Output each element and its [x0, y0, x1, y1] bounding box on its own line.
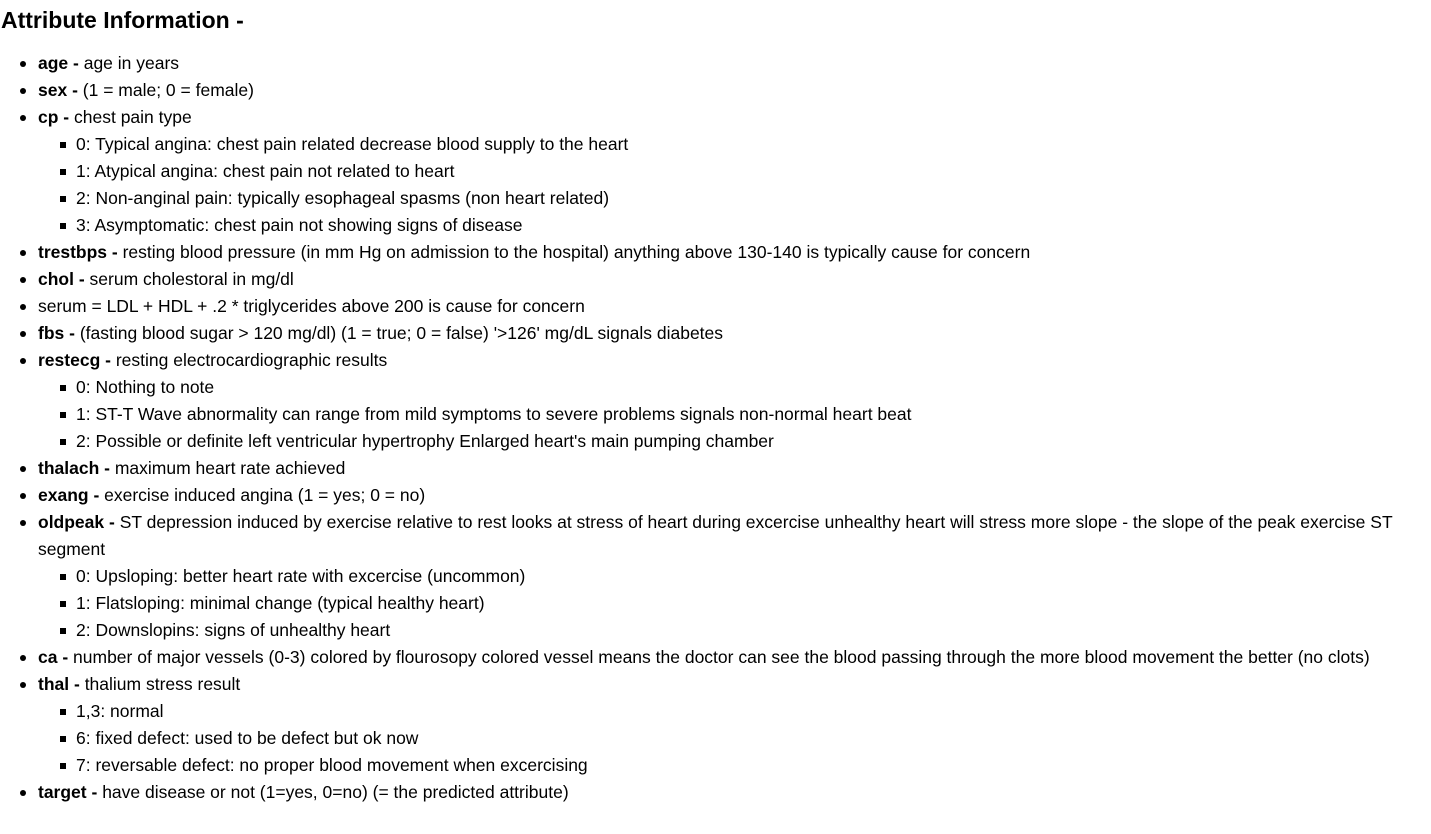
attribute-value-item: [38, 617, 1423, 644]
attribute-name: chol -: [38, 269, 90, 289]
attribute-item-thal: [0, 671, 1431, 779]
bullet-square-icon: [60, 169, 66, 175]
attribute-item-trestbps: [0, 239, 1431, 266]
bullet-disc-icon: [20, 88, 26, 94]
attribute-value-text: 1: Atypical angina: chest pain not related to heart: [76, 161, 455, 181]
attribute-item-target: [0, 779, 1431, 806]
bullet-square-icon: [60, 601, 66, 607]
attribute-description: chest pain type: [74, 107, 192, 127]
bullet-square-icon: [60, 628, 66, 634]
attribute-item-fbs: [0, 320, 1431, 347]
attribute-item: [0, 293, 1431, 320]
attribute-values-list: [38, 131, 1423, 239]
bullet-disc-icon: [20, 331, 26, 337]
section-title: Attribute Information -: [1, 7, 244, 33]
attribute-item-restecg: [0, 347, 1431, 455]
attribute-description: serum = LDL + HDL + .2 * triglycerides above 200 is cause for concern: [38, 296, 585, 316]
attribute-description: resting blood pressure (in mm Hg on admission to the hospital) anything above 130-140 is typically cause for concern: [122, 242, 1031, 262]
attribute-value-text: 2: Possible or definite left ventricular hypertrophy Enlarged heart's main pumping chamber: [76, 431, 774, 451]
bullet-disc-icon: [20, 304, 26, 310]
attribute-name: sex -: [38, 80, 83, 100]
bullet-square-icon: [60, 439, 66, 445]
attribute-item-age: [0, 50, 1431, 77]
bullet-square-icon: [60, 142, 66, 148]
attribute-value-item: [38, 158, 1423, 185]
attribute-value-item: [38, 401, 1423, 428]
bullet-square-icon: [60, 196, 66, 202]
attribute-name: thal -: [38, 674, 85, 694]
attribute-value-text: 0: Typical angina: chest pain related decrease blood supply to the heart: [76, 134, 629, 154]
bullet-square-icon: [60, 223, 66, 229]
bullet-square-icon: [60, 385, 66, 391]
attribute-value-item: [38, 698, 1423, 725]
bullet-disc-icon: [20, 115, 26, 121]
attribute-value-text: 7: reversable defect: no proper blood movement when excercising: [76, 755, 588, 775]
bullet-square-icon: [60, 736, 66, 742]
attribute-value-text: 3: Asymptomatic: chest pain not showing signs of disease: [76, 215, 523, 235]
attribute-name: trestbps -: [38, 242, 123, 262]
attribute-values-list: [38, 374, 1423, 455]
attribute-value-text: 6: fixed defect: used to be defect but ok now: [76, 728, 419, 748]
attribute-item-oldpeak: [0, 509, 1431, 644]
attribute-name: target -: [38, 782, 103, 802]
attribute-description: serum cholestoral in mg/dl: [89, 269, 294, 289]
attribute-value-text: 0: Upsloping: better heart rate with excercise (uncommon): [76, 566, 526, 586]
attribute-value-item: [38, 725, 1423, 752]
attribute-item-thalach: [0, 455, 1431, 482]
attribute-value-item: [38, 131, 1423, 158]
attribute-value-item: [38, 563, 1423, 590]
bullet-disc-icon: [20, 61, 26, 67]
attribute-value-item: [38, 428, 1423, 455]
attribute-item-cp: [0, 104, 1431, 239]
attribute-name: age -: [38, 53, 84, 73]
bullet-square-icon: [60, 709, 66, 715]
attribute-name: oldpeak -: [38, 512, 120, 532]
attribute-description: maximum heart rate achieved: [114, 458, 346, 478]
attribute-item-chol: [0, 266, 1431, 293]
attribute-description: thalium stress result: [84, 674, 241, 694]
attribute-description: exercise induced angina (1 = yes; 0 = no): [104, 485, 426, 505]
attribute-name: exang -: [38, 485, 105, 505]
attribute-value-text: 1: ST-T Wave abnormality can range from mild symptoms to severe problems signals non-normal heart beat: [76, 404, 912, 424]
bullet-disc-icon: [20, 277, 26, 283]
attribute-item-exang: [0, 482, 1431, 509]
attribute-item-sex: [0, 77, 1431, 104]
attribute-name: cp -: [38, 107, 74, 127]
attribute-value-text: 2: Non-anginal pain: typically esophageal spasms (non heart related): [76, 188, 610, 208]
attribute-description: ST depression induced by exercise relative to rest looks at stress of heart during excercise unhealthy heart will stress more slope - the slope of the peak exercise ST segment: [38, 512, 1393, 559]
attribute-list: [0, 50, 1431, 806]
bullet-disc-icon: [20, 520, 26, 526]
attribute-name: fbs -: [38, 323, 80, 343]
attribute-value-item: [38, 752, 1423, 779]
attribute-value-text: 0: Nothing to note: [76, 377, 215, 397]
bullet-square-icon: [60, 763, 66, 769]
attribute-values-list: [38, 563, 1423, 644]
attribute-description: age in years: [83, 53, 180, 73]
attribute-values-list: [38, 698, 1423, 779]
bullet-disc-icon: [20, 493, 26, 499]
bullet-disc-icon: [20, 358, 26, 364]
bullet-disc-icon: [20, 250, 26, 256]
bullet-disc-icon: [20, 466, 26, 472]
attribute-name: ca -: [38, 647, 74, 667]
bullet-disc-icon: [20, 790, 26, 796]
attribute-description: (1 = male; 0 = female): [82, 80, 254, 100]
bullet-disc-icon: [20, 655, 26, 661]
attribute-description: resting electrocardiographic results: [115, 350, 388, 370]
attribute-description: number of major vessels (0-3) colored by flourosopy colored vessel means the doctor can see the blood passing through the more blood movement the better (no clots): [73, 647, 1370, 667]
attribute-value-item: [38, 374, 1423, 401]
attribute-value-text: 2: Downslopins: signs of unhealthy heart: [76, 620, 391, 640]
attribute-item-ca: [0, 644, 1431, 671]
bullet-square-icon: [60, 574, 66, 580]
bullet-square-icon: [60, 412, 66, 418]
attribute-name: restecg -: [38, 350, 116, 370]
attribute-name: thalach -: [38, 458, 115, 478]
attribute-value-text: 1,3: normal: [76, 701, 164, 721]
bullet-disc-icon: [20, 682, 26, 688]
attribute-value-item: [38, 590, 1423, 617]
attribute-value-item: [38, 212, 1423, 239]
attribute-value-item: [38, 185, 1423, 212]
attribute-value-text: 1: Flatsloping: minimal change (typical healthy heart): [76, 593, 485, 613]
attribute-description: have disease or not (1=yes, 0=no) (= the predicted attribute): [102, 782, 569, 802]
attribute-description: (fasting blood sugar > 120 mg/dl) (1 = true; 0 = false) '>126' mg/dL signals diabetes: [79, 323, 724, 343]
